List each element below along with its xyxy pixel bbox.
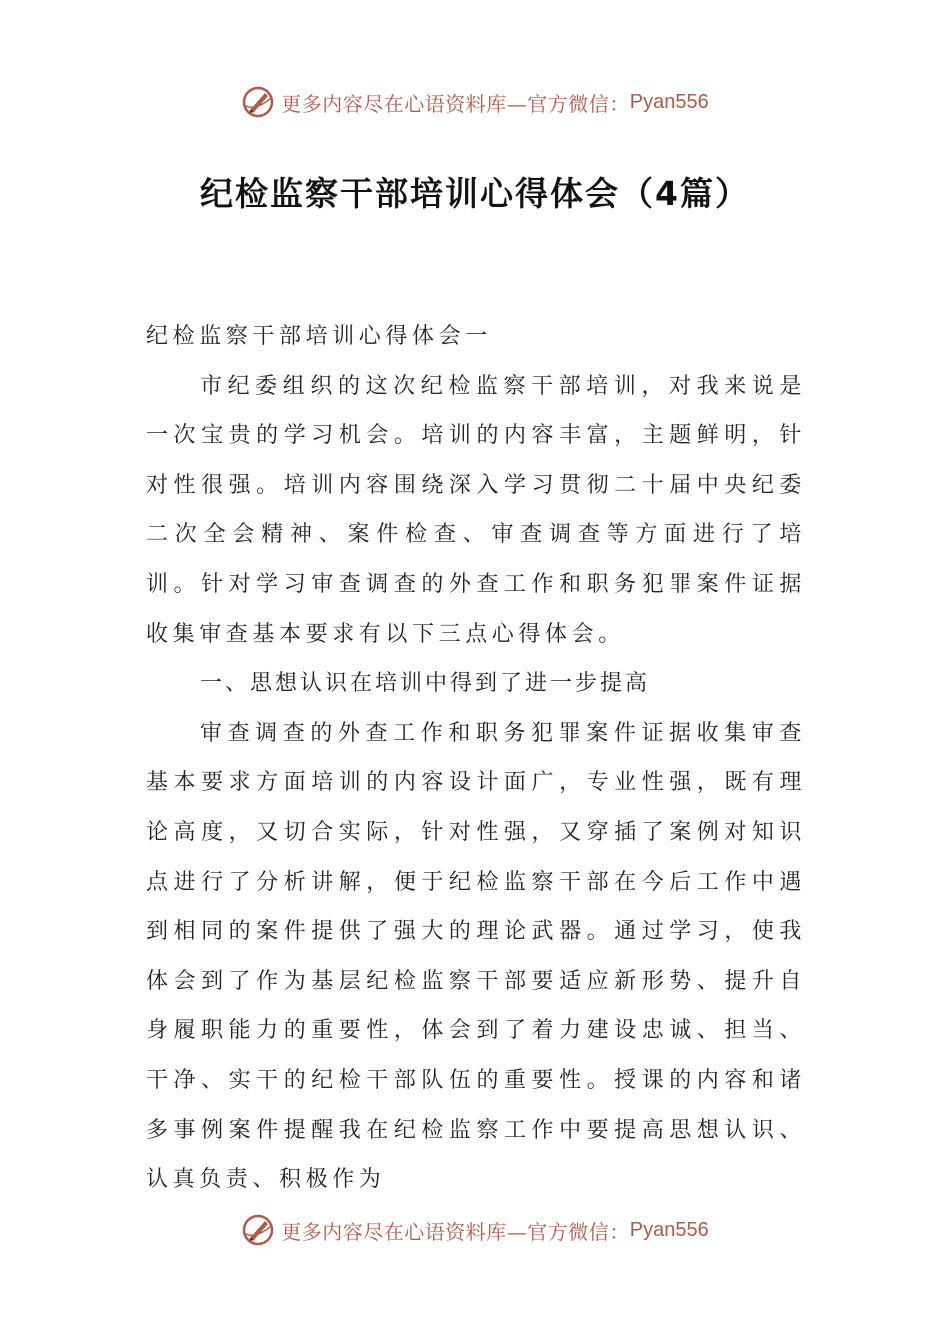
banner-wechat-id: Pyan556 — [629, 1218, 709, 1241]
pen-logo-icon — [241, 85, 275, 119]
header-banner — [0, 80, 950, 124]
subheading: 一、思想认识在培训中得到了进一步提高 — [200, 671, 651, 697]
body-paragraph: 审查调查的外查工作和职务犯罪案件证据收集审查基本要求方面培训的内容设计面广，专业性强，既有理论高度，又切合实际，针对性强，又穿插了案例对知识点进行了分析讲解，便于纪检监察干部在今后工作中遇到相同的案件提供了强大的理论武器。通过学习，使我体会到了作为基层纪检监察干部要适应新形势、提升自身履职能力的重要性，体会到了着力建设忠诚、担当、干净、实干的纪检干部队伍的重要性。授课的内容和诸多事例案件提醒我在纪检监察工作中要提高思想认识、认真负责、积极作为 — [146, 720, 806, 1193]
body-paragraph: 市纪委组织的这次纪检监察干部培训，对我来说是一次宝贵的学习机会。培训的内容丰富，主题鲜明，针对性很强。培训内容围绕深入学习贯彻二十届中央纪委二次全会精神、案件检查、审查调查等方面进行了培训。针对学习审查调查的外查工作和职务犯罪案件证据收集审查基本要求有以下三点心得体会。 — [146, 373, 806, 647]
banner-wechat-id: Pyan556 — [629, 90, 709, 113]
footer-banner — [0, 1208, 950, 1252]
section-heading: 纪检监察干部培训心得体会一 — [146, 324, 492, 349]
document-body — [146, 312, 806, 1205]
document-title: 纪检监察干部培训心得体会（4篇） — [200, 174, 750, 213]
banner-brand-text: 更多内容尽在心语资料库—官方微信： — [281, 1219, 630, 1244]
banner-brand-text: 更多内容尽在心语资料库—官方微信： — [281, 91, 630, 116]
pen-logo-icon — [241, 1213, 275, 1247]
